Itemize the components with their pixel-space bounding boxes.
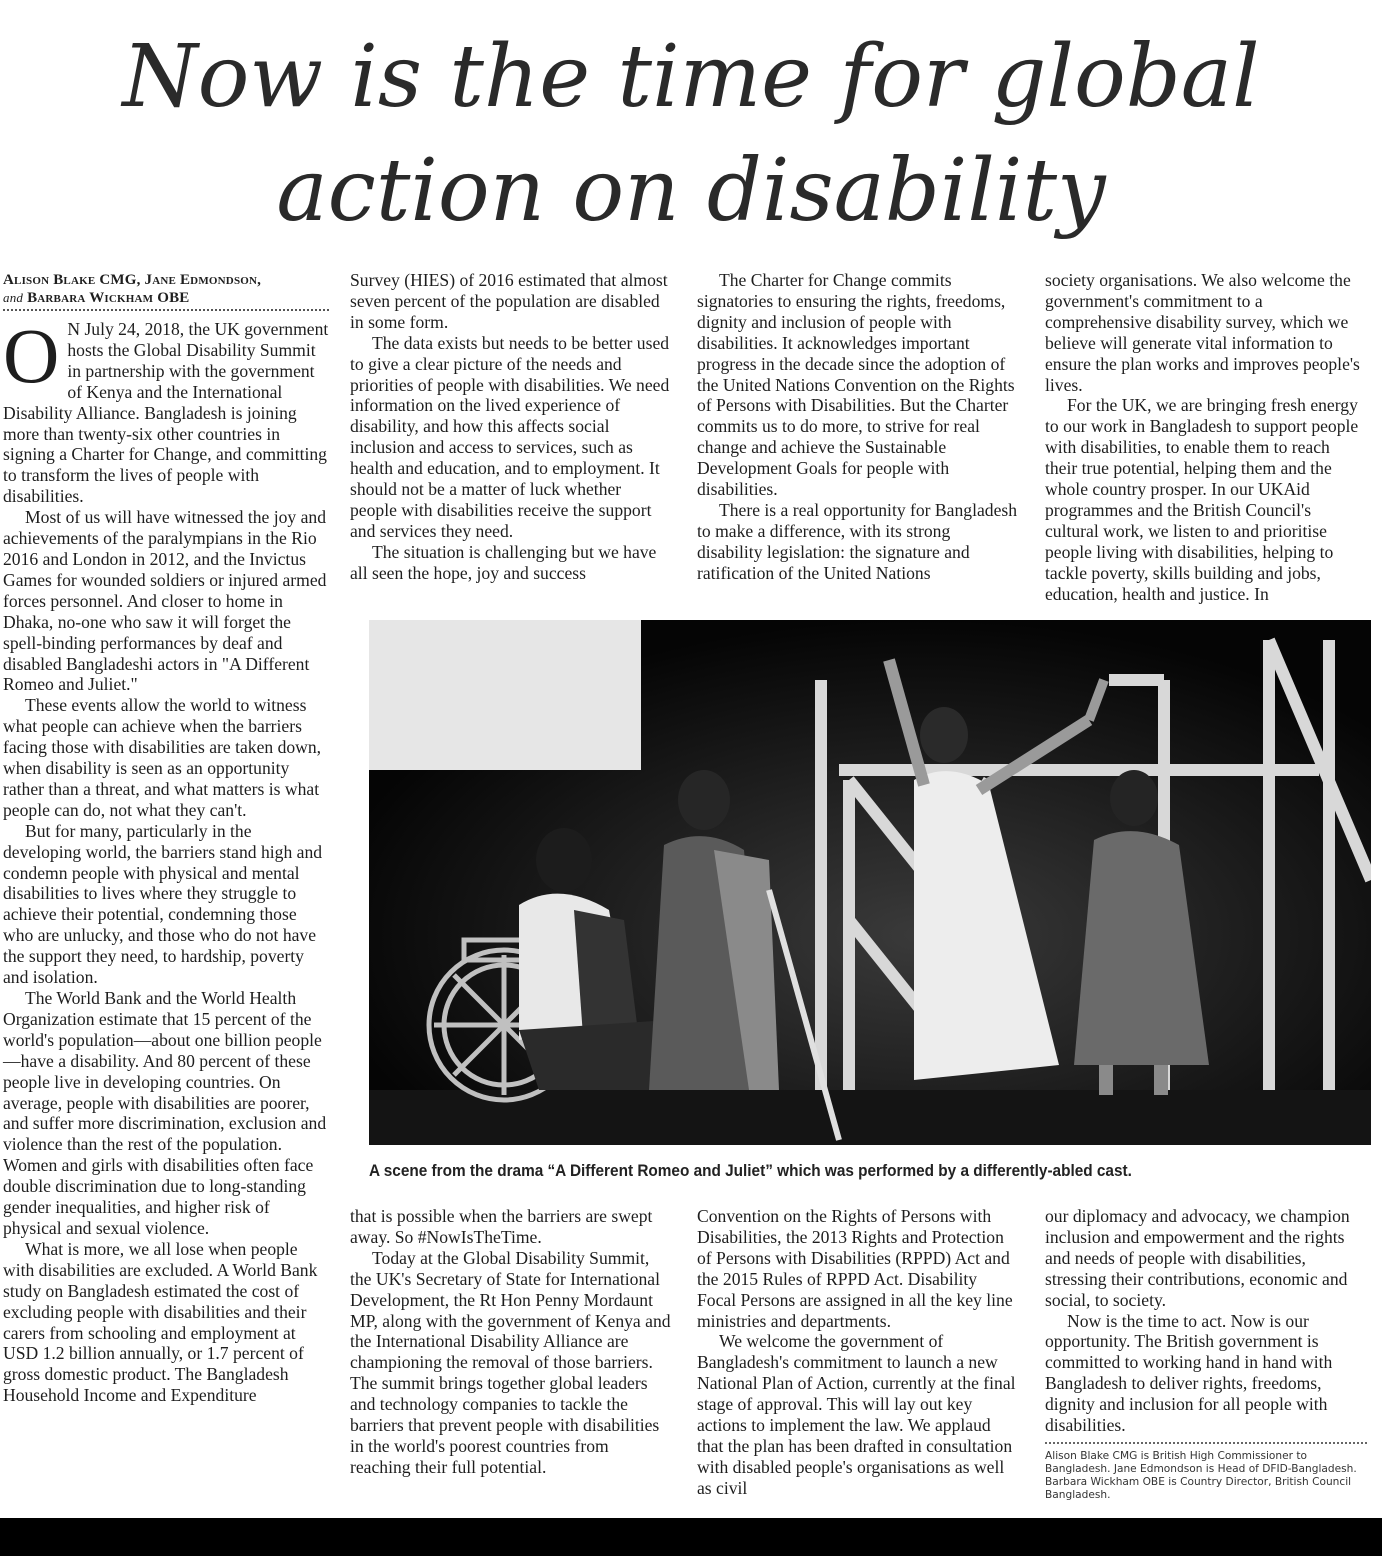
endnote-divider — [1045, 1442, 1367, 1444]
article-paragraph: O N July 24, 2018, the UK government hosts the Global Disability Summit in partnership with the government of Kenya and the International Disability Alliance. Bangladesh is joining more than twenty-six other countries in signing a Charter for Change, and committing to transform the lives of people with disabilities. — [3, 312, 329, 507]
byline-authors-2: Barbara Wickham OBE — [27, 290, 190, 306]
article-paragraph: But for many, particularly in the developing world, the barriers stand high and condemn people with physical and mental disabilities to lives where they struggle to achieve their potential, condemning those who are unlucky, and those who do not have the support they need, to hardship, poverty and isolation. — [3, 820, 323, 988]
article-paragraph: that is possible when the barriers are swept away. So #NowIsTheTime. — [350, 1206, 653, 1247]
article-paragraph: Most of us will have witnessed the joy and achievements of the paralympians in the Rio 2016 and London in 2012, and the Invictus Games for wounded soldiers or injured armed forces personnel. And closer to home in Dhaka, no-one who saw it will forget the spell-binding performances by deaf and disabled Bangladeshi actors in "A Different Romeo and Juliet." — [3, 507, 327, 695]
article-column-3-top — [697, 270, 1019, 584]
article-paragraph: Today at the Global Disability Summit, the UK's Secretary of State for International Development, the Rt Hon Penny Mordaunt MP, along with the government of Kenya and the International Disability Alliance are championing the removal of those barriers. The summit brings together global leaders and technology companies to tackle the barriers that prevent people with disabilities in the world's poorest countries from reaching their full potential. — [350, 1247, 671, 1477]
byline — [3, 272, 329, 307]
author-endnote — [1045, 1442, 1367, 1502]
article-paragraph: There is a real opportunity for Bangladesh to make a difference, with its strong disability legislation: the signature and ratification of the United Nations — [697, 499, 1018, 583]
photo-caption: A scene from the drama “A Different Romeo and Juliet” which was performed by a differently-abled cast. — [369, 1162, 1132, 1180]
article-paragraph: What is more, we all lose when people with disabilities are excluded. A World Bank study on Bangladesh estimated the cost of excluding people with disabilities and their carers from schooling and employment at USD 1.2 billion annually, or 1.7 percent of gross domestic product. The Bangladesh Household Income and Expenditure — [3, 1238, 318, 1406]
endnote-text: Alison Blake CMG is British High Commissioner to Bangladesh. Jane Edmondson is Head of DFID-Bangladesh. Barbara Wickham OBE is Country Director, British Council Bangladesh. — [1045, 1450, 1357, 1501]
article-paragraph: The World Bank and the World Health Organization estimate that 15 percent of the world's population—about one billion people—have a disability. And 80 percent of these people live in developing countries. On average, people with disabilities are poorer, and suffer more discrimination, exclusion and violence than the rest of the population. Women and girls with disabilities often face double discrimination due to long-standing gender inequalities, and higher risk of physical and sexual violence. — [3, 988, 327, 1238]
article-column-2-bottom — [350, 1206, 672, 1478]
article-paragraph: The situation is challenging but we have all seen the hope, joy and success — [350, 541, 657, 583]
scan-border — [0, 1518, 1382, 1556]
stage-photo — [369, 620, 1371, 1145]
article-column-1 — [3, 272, 329, 1406]
article-paragraph: The Charter for Change commits signatories to ensuring the rights, freedoms, dignity and inclusion of people with disabilities. It acknowledges important progress in the decade since the adoption of the United Nations Convention on the Rights of Persons with Disabilities. But the Charter commits us to do more, to strive for real change and achieve the Sustainable Development Goals for people with disabilities. — [697, 270, 1015, 500]
drop-cap: O — [3, 312, 60, 399]
article-paragraph: For the UK, we are bringing fresh energy to our work in Bangladesh to support people with disabilities, to enable them to reach their true potential, helping them and the whole country prosper. In our UKAid programmes and the British Council's cultural work, we listen to and prioritise people living with disabilities, helping to tackle poverty, skills building and jobs, education, health and justice. In — [1045, 395, 1359, 604]
article-paragraph: Convention on the Rights of Persons with Disabilities, the 2013 Rights and Protection of Persons with Disabilities (RPPD) Act and the 2015 Rules of RPPD Act. Disability Focal Persons are assigned in all the key line ministries and departments. — [697, 1206, 1013, 1331]
article-column-2-top — [350, 270, 672, 584]
article-paragraph: These events allow the world to witness what people can achieve when the barriers facing those with disabilities are taken down, when disability is seen as an opportunity rather than a threat, and what matters is what people can do, not what they can't. — [3, 695, 322, 820]
byline-divider — [3, 309, 329, 311]
headline — [0, 20, 1382, 248]
headline-line-2: action on disability — [276, 141, 1106, 241]
article-paragraph: The data exists but needs to be better used to give a clear picture of the needs and priorities of people with disabilities. We need information on the lived experience of disability, and how this affects social inclusion and access to services, such as health and education, and to employment. It should not be a matter of luck whether people with disabilities receive the support and services they need. — [350, 332, 670, 541]
article-column-4-bottom — [1045, 1206, 1365, 1436]
headline-line-1: Now is the time for global — [122, 27, 1260, 127]
byline-authors-1: Alison Blake CMG, Jane Edmondson, — [3, 272, 262, 288]
article-column-3-bottom — [697, 1206, 1019, 1499]
byline-and: and — [3, 290, 24, 305]
article-column-4-top — [1045, 270, 1365, 605]
article-paragraph: our diplomacy and advocacy, we champion inclusion and empowerment and the rights and needs of people with disabilities, stressing their contributions, economic and social, to society. — [1045, 1206, 1350, 1310]
article-paragraph: society organisations. We also welcome the government's commitment to a comprehensive disability survey, which we believe will generate vital information to ensure the plan works and improves people's lives. — [1045, 270, 1360, 395]
article-paragraph: Survey (HIES) of 2016 estimated that almost seven percent of the population are disabled in some form. — [350, 270, 668, 332]
article-paragraph: We welcome the government of Bangladesh's commitment to launch a new National Plan of Action, currently at the final stage of approval. This will lay out key actions to implement the law. We applaud that the plan has been drafted in consultation with disabled people's organisations as well as civil — [697, 1331, 1016, 1498]
article-paragraph: Now is the time to act. Now is our opportunity. The British government is committed to working hand in hand with Bangladesh to deliver rights, freedoms, dignity and inclusion for all people with disabilities. — [1045, 1310, 1333, 1436]
